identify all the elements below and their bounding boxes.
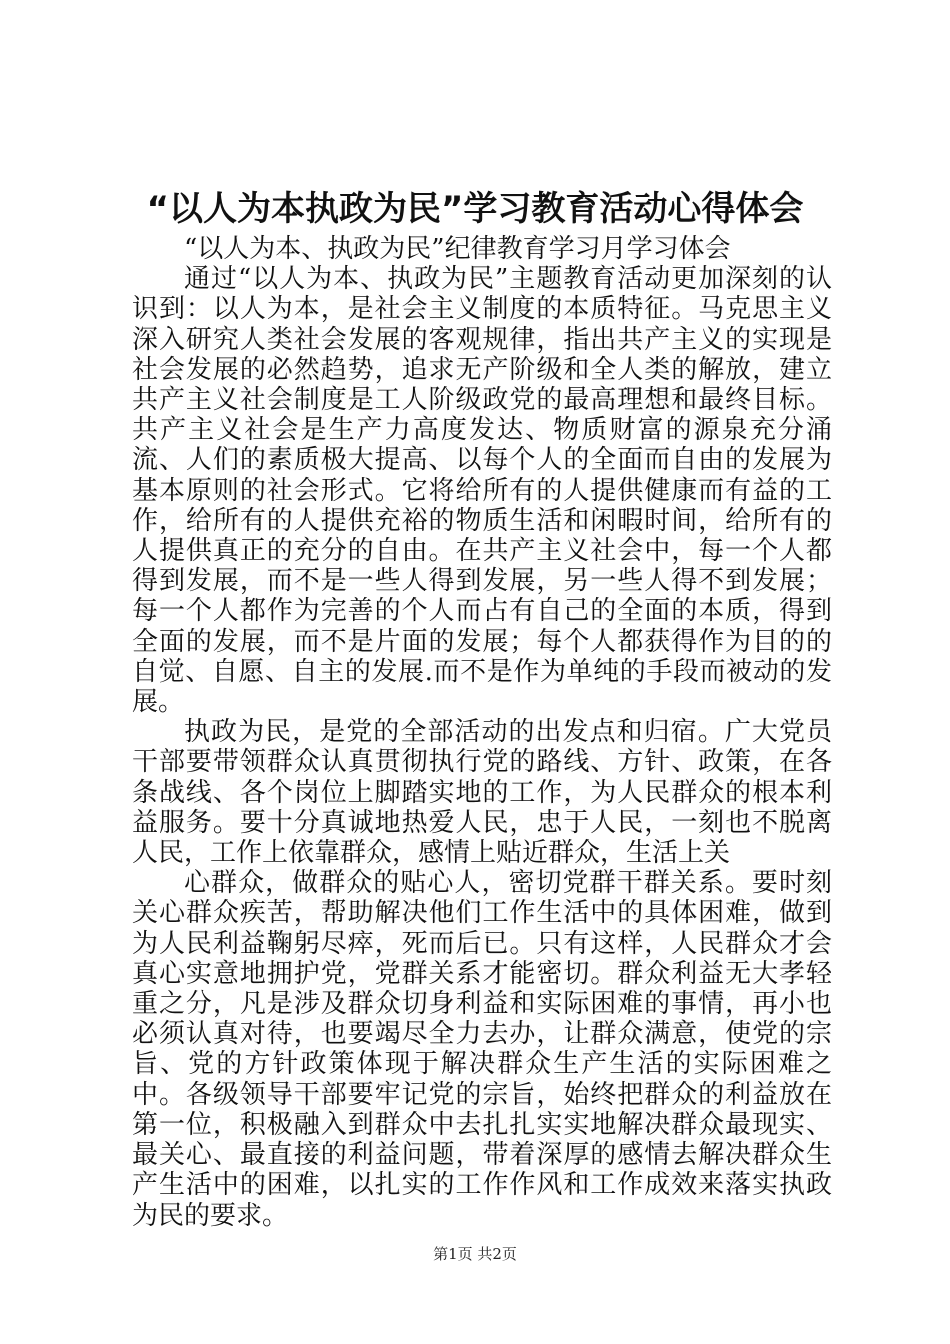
page-number-footer: 第1页 共2页 xyxy=(433,1245,517,1263)
paragraph-2: 执政为民，是党的全部活动的出发点和归宿。广大党员干部要带领群众认真贯彻执行党的路线、方针、政策，在各条战线、各个岗位上脚踏实地的工作，为人民群众的根本利益服务。要十分真诚地热爱人民，忠于人民，一刻也不脱离人民，工作上依靠群众，感情上贴近群众，生活上关 xyxy=(132,717,832,869)
document-subtitle: “以人为本、执政为民”纪律教育学习月学习体会 xyxy=(184,234,731,264)
document-body xyxy=(132,234,832,1231)
paragraph-3: 心群众，做群众的贴心人，密切党群干群关系。要时刻关心群众疾苦，帮助解决他们工作生活中的具体困难，做到为人民利益鞠躬尽瘁，死而后已。只有这样，人民群众才会真心实意地拥护党，党群关系才能密切。群众利益无大孝轻重之分，凡是涉及群众切身利益和实际困难的事情，再小也必须认真对待，也要竭尽全力去办，让群众满意，使党的宗旨、党的方针政策体现于解决群众生产生活的实际困难之中。各级领导干部要牢记党的宗旨，始终把群众的利益放在第一位，积极融入到群众中去扎扎实实地解决群众最现实、最关心、最直接的利益问题，带着深厚的感情去解决群众生产生活中的困难，以扎实的工作作风和工作成效来落实执政为民的要求。 xyxy=(132,868,832,1231)
document-title: “以人为本执政为民”学习教育活动心得体会 xyxy=(146,189,804,229)
paragraph-1: 通过“以人为本、执政为民”主题教育活动更加深刻的认识到：以人为本，是社会主义制度的本质特征。马克思主义深入研究人类社会发展的客观规律，指出共产主义的实现是社会发展的必然趋势，追求无产阶级和全人类的解放，建立共产主义社会制度是工人阶级政党的最高理想和最终目标。共产主义社会是生产力高度发达、物质财富的源泉充分涌流、人们的素质极大提高、以每个人的全面而自由的发展为基本原则的社会形式。它将给所有的人提供健康而有益的工作，给所有的人提供充裕的物质生活和闲暇时间，给所有的人提供真正的充分的自由。在共产主义社会中，每一个人都得到发展，而不是一些人得到发展，另一些人得不到发展；每一个人都作为完善的个人而占有自己的全面的本质，得到全面的发展，而不是片面的发展；每个人都获得作为目的的自觉、自愿、自主的发展.而不是作为单纯的手段而被动的发展。 xyxy=(132,264,832,718)
